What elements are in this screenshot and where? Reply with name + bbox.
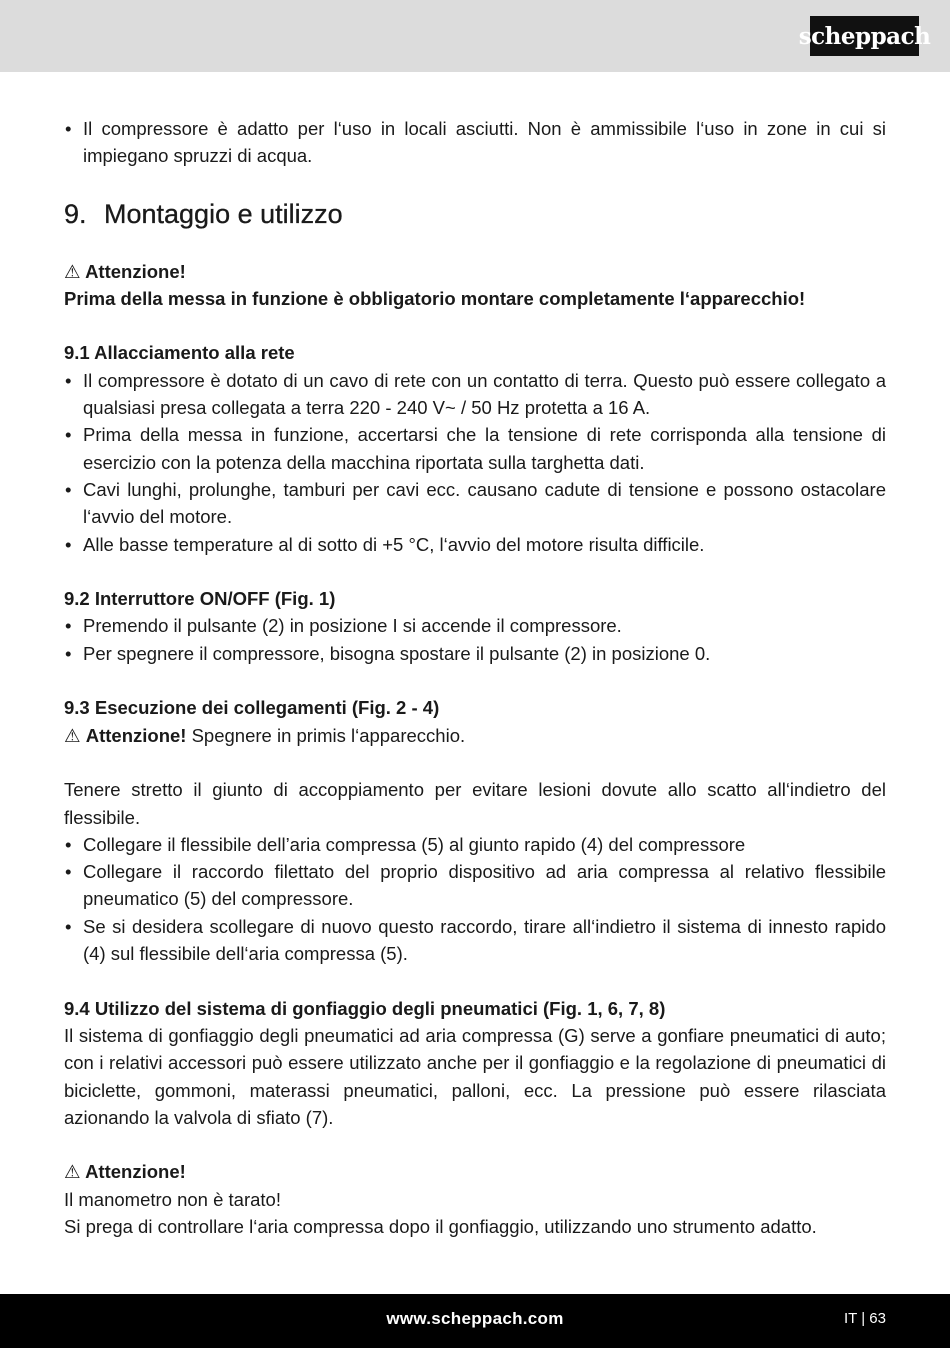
paragraph: Il sistema di gonfiaggio degli pneumatici ad aria compressa (G) serve a gonfiare pneumatici di auto; con i relativi accessori può essere utilizzato anche per il gonfiaggio e la regolazione di pneumatici di biciclette, gommoni, materassi pneumatici, palloni, ecc. La pressione può essere rilasciata azionando la valvola di sfiato (7). xyxy=(64,1024,886,1128)
warning-heading xyxy=(64,258,886,285)
page-footer xyxy=(0,1294,950,1348)
warning-line xyxy=(64,722,886,749)
list-item: • Il compressore è adatto per l‘uso in locali asciutti. Non è ammissibile l‘uso in zone in cui si impiegano spruzzi di acqua. xyxy=(64,115,886,170)
list-item: • Collegare il raccordo filettato del proprio dispositivo ad aria compressa al relativo flessibile pneumatico (5) del compressore. xyxy=(64,858,886,913)
s93-list xyxy=(64,831,886,967)
subsection-title: 9.2 Interruttore ON/OFF (Fig. 1) xyxy=(64,588,336,610)
paragraph: Tenere stretto il giunto di accoppiamento per evitare lesioni dovute allo scatto all‘indietro del flessibile. xyxy=(64,779,886,828)
list-item: • Per spegnere il compressore, bisogna spostare il pulsante (2) in posizione 0. xyxy=(64,640,886,667)
warning-text: Prima della messa in funzione è obbligatorio montare completamente l‘apparecchio! xyxy=(64,287,806,309)
list-item: • Premendo il pulsante (2) in posizione I si accende il compressore. xyxy=(64,612,886,639)
warning-text: Spegnere in primis l‘apparecchio. xyxy=(186,724,466,746)
warning-line-2: Si prega di controllare l‘aria compressa dopo il gonfiaggio, utilizzando uno strumento adatto. xyxy=(64,1215,817,1237)
list-item: • Alle basse temperature al di sotto di +5 °C, l‘avvio del motore risulta difficile. xyxy=(64,531,886,558)
section-number: 9. xyxy=(64,198,87,229)
page-number: IT | 63 xyxy=(844,1310,886,1327)
list-item: • Collegare il flessibile dell’aria compressa (5) al giunto rapido (4) del compressore xyxy=(64,831,886,858)
page-content xyxy=(64,115,886,1240)
page-header xyxy=(0,0,950,72)
website-link[interactable]: www.scheppach.com xyxy=(386,1309,564,1328)
warning-line-1: Il manometro non è tarato! xyxy=(64,1188,281,1210)
scheppach-logo: scheppach xyxy=(810,16,919,56)
list-item: • Cavi lunghi, prolunghe, tamburi per cavi ecc. causano cadute di tensione e possono ostacolare l‘avvio del motore. xyxy=(64,476,886,531)
subsection-title: 9.4 Utilizzo del sistema di gonfiaggio degli pneumatici (Fig. 1, 6, 7, 8) xyxy=(64,997,666,1019)
intro-list xyxy=(64,115,886,170)
list-item: • Prima della messa in funzione, accertarsi che la tensione di rete corrisponda alla tensione di esercizio con la potenza della macchina riportata sulla targhetta dati. xyxy=(64,421,886,476)
section-title: Montaggio e utilizzo xyxy=(104,198,343,229)
warning-icon: ⚠ xyxy=(64,1161,81,1183)
s92-list xyxy=(64,612,886,667)
subsection-title: 9.3 Esecuzione dei collegamenti (Fig. 2 - 4) xyxy=(64,697,440,719)
warning-heading xyxy=(64,1158,886,1185)
list-item: • Se si desidera scollegare di nuovo questo raccordo, tirare all‘indietro il sistema di innesto rapido (4) sul flessibile dell‘aria compressa (5). xyxy=(64,913,886,968)
s91-list xyxy=(64,367,886,558)
warning-icon: ⚠ xyxy=(64,724,81,746)
subsection-title: 9.1 Allacciamento alla rete xyxy=(64,342,295,364)
section-heading xyxy=(64,198,886,230)
warning-label: Attenzione! xyxy=(85,1161,186,1183)
warning-label: Attenzione! xyxy=(85,724,187,746)
warning-icon: ⚠ xyxy=(64,260,81,282)
warning-label: Attenzione! xyxy=(85,260,186,282)
list-item: • Il compressore è dotato di un cavo di rete con un contatto di terra. Questo può essere collegato a qualsiasi presa collegata a terra 220 - 240 V~ / 50 Hz protetta a 16 A. xyxy=(64,367,886,422)
